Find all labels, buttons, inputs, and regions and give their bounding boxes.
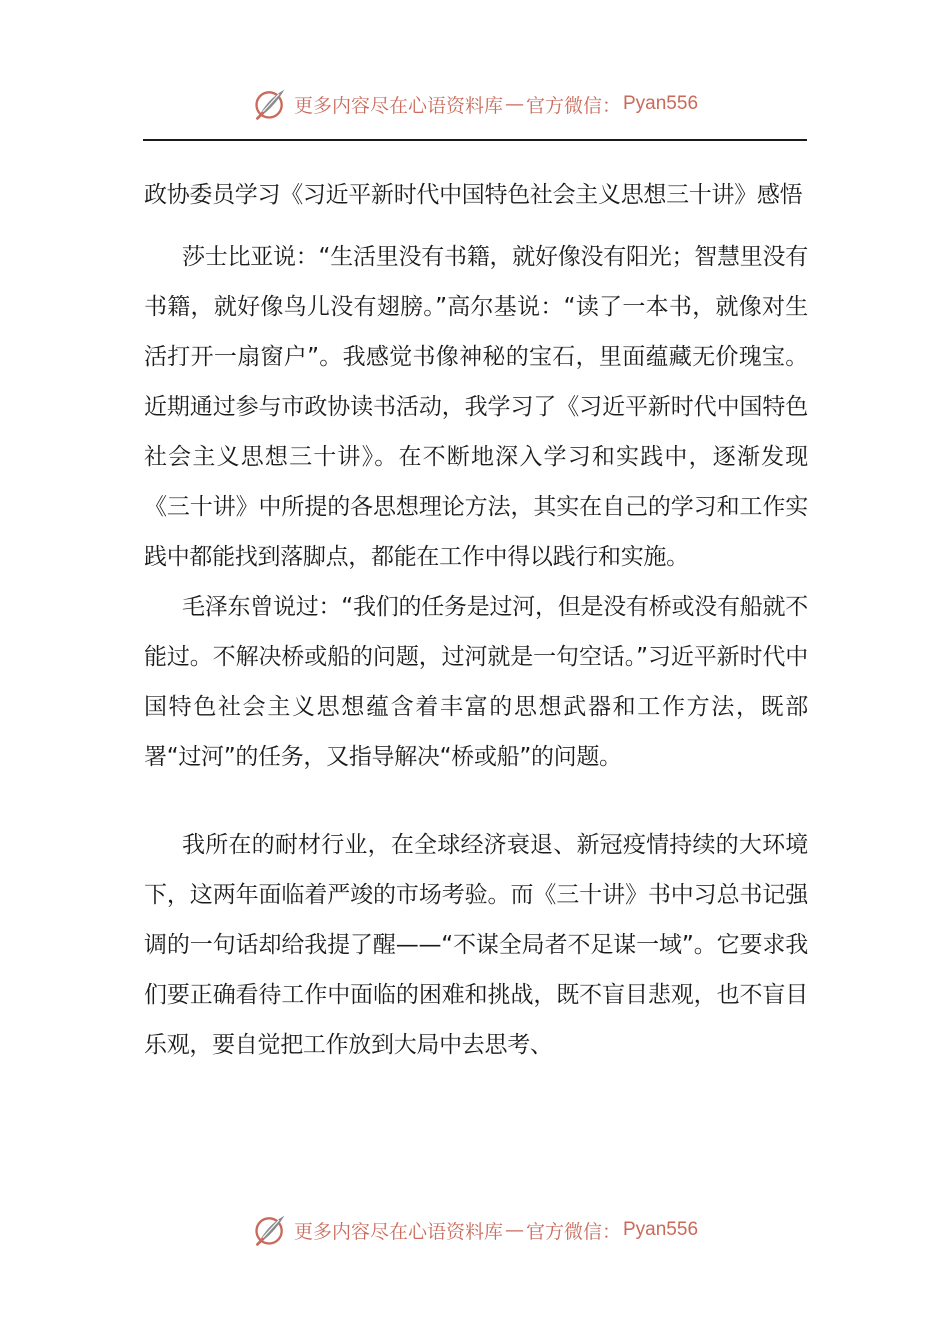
- paragraph-1: 莎士比亚说：“生活里没有书籍，就好像没有阳光；智慧里没有书籍，就好像鸟儿没有翅膀。”高尔基说：“读了一本书，就像对生活打开一扇窗户”。我感觉书像神秘的宝石，里面蕴藏无价瑰宝。近期通过参与市政协读书活动，我学习了《习近平新时代中国特色社会主义思想三十讲》。在不断地深入学习和实践中，逐渐发现《三十讲》中所提的各思想理论方法，其实在自己的学习和工作实践中都能找到落脚点，都能在工作中得以践行和实施。: [144, 244, 808, 570]
- footer-watermark-banner: [0, 1208, 950, 1252]
- document-body: [144, 170, 808, 1070]
- header-watermark-banner: [0, 82, 950, 126]
- watermark-separator: —: [504, 1219, 524, 1241]
- quill-pen-logo-icon: [252, 86, 288, 122]
- watermark-wechat-label: 官方微信：: [525, 95, 621, 117]
- header-divider-line: [143, 139, 807, 141]
- watermark-site-text: 更多内容尽在心语资料库: [293, 1220, 503, 1243]
- watermark-wechat-account: Pyan556: [623, 93, 699, 114]
- paragraph-3: 我所在的耐材行业，在全球经济衰退、新冠疫情持续的大环境下，这两年面临着严竣的市场考验。而《三十讲》书中习总书记强调的一句话却给我提了醒——“不谋全局者不足谋一域”。它要求我们要正确看待工作中面临的困难和挑战，既不盲目悲观，也不盲目乐观，要自觉把工作放到大局中去思考、: [144, 832, 808, 1058]
- watermark-wechat-account: Pyan556: [623, 1219, 699, 1240]
- paragraph-2: 毛泽东曾说过：“我们的任务是过河，但是没有桥或没有船就不能过。不解决桥或船的问题，过河就是一句空话。”习近平新时代中国特色社会主义思想蕴含着丰富的思想武器和工作方法，既部署“过河”的任务，又指导解决“桥或船”的问题。: [144, 594, 808, 770]
- watermark-wechat-label: 官方微信：: [525, 1221, 621, 1243]
- quill-pen-logo-icon: [252, 1212, 288, 1248]
- watermark-site-text: 更多内容尽在心语资料库: [293, 94, 503, 117]
- document-title: 政协委员学习《习近平新时代中国特色社会主义思想三十讲》感悟: [144, 182, 803, 208]
- watermark-separator: —: [504, 93, 524, 115]
